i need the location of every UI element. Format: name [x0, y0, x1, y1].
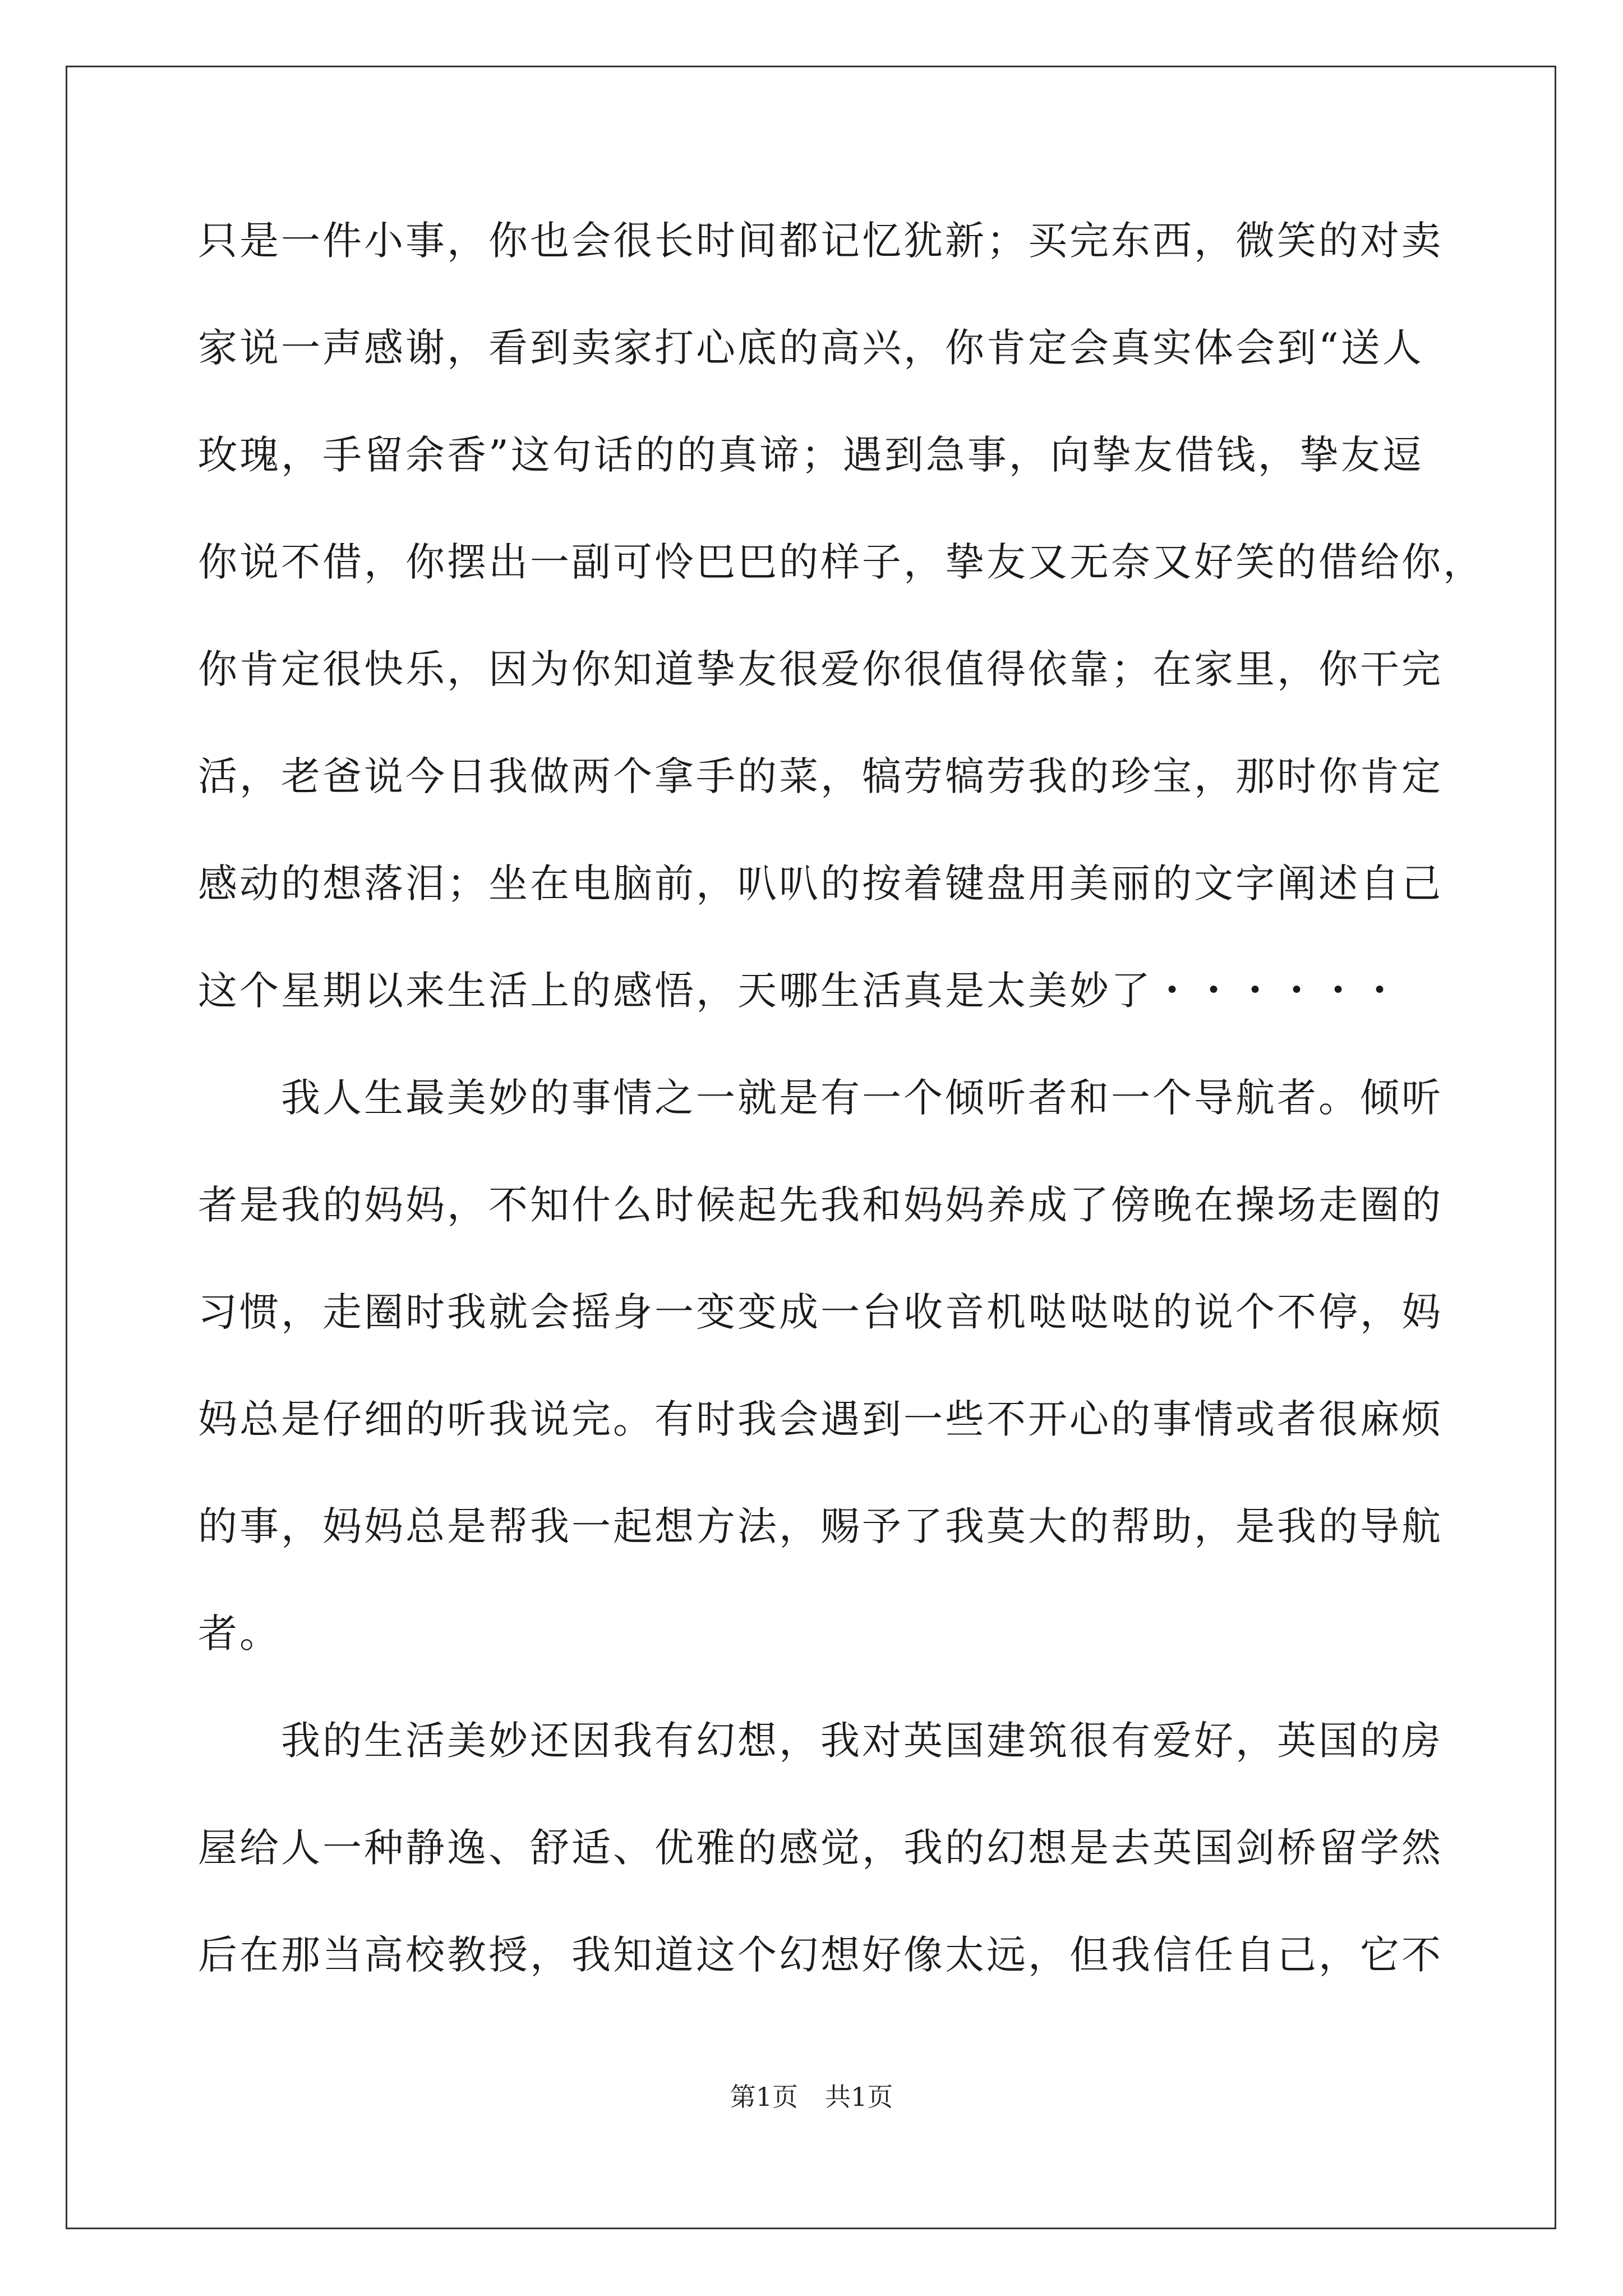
page-number-current: 第1页 — [730, 2082, 798, 2112]
paragraph-2-line-5: 的事，妈妈总是帮我一起想方法，赐予了我莫大的帮助，是我的导航 — [198, 1503, 1443, 1549]
paragraph-2-line-3: 习惯，走圈时我就会摇身一变变成一台收音机哒哒哒的说个不停，妈 — [198, 1289, 1443, 1335]
paragraph-3-line-2: 屋给人一种静逸、舒适、优雅的感觉，我的幻想是去英国剑桥留学然 — [198, 1825, 1443, 1871]
paragraph-1-line-6: 活，老爸说今日我做两个拿手的菜，犒劳犒劳我的珍宝，那时你肯定 — [198, 753, 1443, 799]
paragraph-1-line-7: 感动的想落泪；坐在电脑前，叭叭的按着键盘用美丽的文字阐述自己 — [198, 861, 1443, 907]
paragraph-1-line-5: 你肯定很快乐，因为你知道挚友很爱你很值得依靠；在家里，你干完 — [198, 646, 1443, 692]
paragraph-1-line-1: 只是一件小事，你也会很长时间都记忆犹新；买完东西，微笑的对卖 — [198, 218, 1443, 264]
paragraph-2-line-1: 我人生最美妙的事情之一就是有一个倾听者和一个导航者。倾听 — [281, 1075, 1443, 1121]
paragraph-1-line-8: 这个星期以来生活上的感悟，天哪生活真是太美妙了・・・・・・ — [198, 968, 1401, 1014]
paragraph-1-line-2: 家说一声感谢，看到卖家打心底的高兴，你肯定会真实体会到“送人 — [198, 325, 1424, 371]
page-footer — [0, 2080, 1623, 2114]
paragraph-2-line-4: 妈总是仔细的听我说完。有时我会遇到一些不开心的事情或者很麻烦 — [198, 1396, 1443, 1442]
paragraph-3-line-3: 后在那当高校教授，我知道这个幻想好像太远，但我信任自己，它不 — [198, 1932, 1443, 1978]
paragraph-3-line-1: 我的生活美妙还因我有幻想，我对英国建筑很有爱好，英国的房 — [281, 1718, 1443, 1764]
paragraph-1-line-3: 玫瑰，手留余香”这句话的的真谛；遇到急事，向挚友借钱，挚友逗 — [198, 432, 1424, 478]
paragraph-2-line-6: 者。 — [198, 1611, 281, 1657]
document-body — [198, 210, 1484, 2031]
page-number-total: 共1页 — [825, 2082, 893, 2112]
paragraph-2-line-2: 者是我的妈妈，不知什么时候起先我和妈妈养成了傍晚在操场走圈的 — [198, 1182, 1443, 1228]
paragraph-1-line-4: 你说不借，你摆出一副可怜巴巴的样子，挚友又无奈又好笑的借给你， — [198, 539, 1484, 585]
